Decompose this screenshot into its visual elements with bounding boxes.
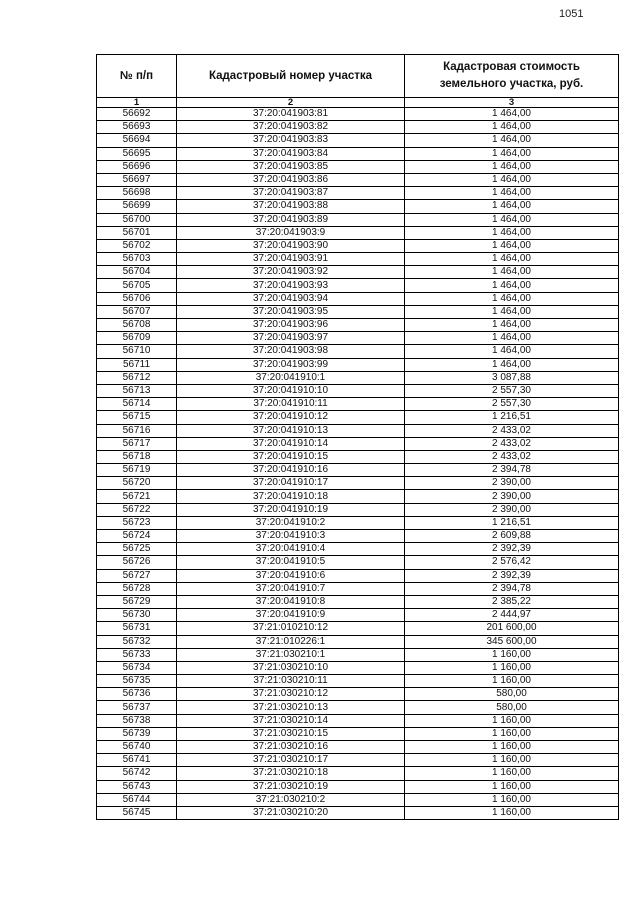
row-cadastral-number: 37:20:041903:9 (177, 226, 405, 239)
row-cadastral-number: 37:21:030210:20 (177, 806, 405, 819)
row-cadastral-number: 37:20:041903:98 (177, 345, 405, 358)
row-item-number: 56703 (97, 253, 177, 266)
table-row (97, 688, 619, 701)
table-row (97, 543, 619, 556)
row-cadastral-number: 37:20:041903:83 (177, 134, 405, 147)
row-cadastral-number: 37:21:030210:17 (177, 754, 405, 767)
row-cadastral-value: 1 464,00 (405, 305, 619, 318)
row-cadastral-value: 1 160,00 (405, 661, 619, 674)
row-cadastral-number: 37:20:041910:10 (177, 384, 405, 397)
row-item-number: 56711 (97, 358, 177, 371)
row-cadastral-number: 37:21:010210:12 (177, 622, 405, 635)
row-cadastral-number: 37:21:030210:19 (177, 780, 405, 793)
row-cadastral-number: 37:20:041910:4 (177, 543, 405, 556)
row-item-number: 56696 (97, 160, 177, 173)
row-cadastral-number: 37:20:041903:96 (177, 319, 405, 332)
table-row (97, 806, 619, 819)
row-cadastral-number: 37:20:041910:18 (177, 490, 405, 503)
row-cadastral-number: 37:21:030210:13 (177, 701, 405, 714)
row-cadastral-number: 37:20:041903:93 (177, 279, 405, 292)
table-body (97, 108, 619, 820)
row-item-number: 56707 (97, 305, 177, 318)
table-row (97, 108, 619, 121)
row-cadastral-number: 37:20:041910:3 (177, 530, 405, 543)
row-cadastral-value: 1 464,00 (405, 173, 619, 186)
row-item-number: 56706 (97, 292, 177, 305)
table-row (97, 424, 619, 437)
table-row (97, 173, 619, 186)
row-cadastral-number: 37:21:030210:2 (177, 793, 405, 806)
row-item-number: 56715 (97, 411, 177, 424)
row-item-number: 56741 (97, 754, 177, 767)
table-row (97, 741, 619, 754)
row-item-number: 56719 (97, 464, 177, 477)
row-item-number: 56737 (97, 701, 177, 714)
row-item-number: 56702 (97, 239, 177, 252)
row-item-number: 56743 (97, 780, 177, 793)
row-item-number: 56732 (97, 635, 177, 648)
row-cadastral-number: 37:20:041903:82 (177, 121, 405, 134)
table-row (97, 503, 619, 516)
row-cadastral-number: 37:21:030210:11 (177, 675, 405, 688)
row-item-number: 56695 (97, 147, 177, 160)
column-number-1: 1 (97, 98, 177, 108)
row-cadastral-number: 37:20:041910:2 (177, 516, 405, 529)
row-item-number: 56700 (97, 213, 177, 226)
table-row (97, 675, 619, 688)
row-cadastral-number: 37:21:030210:18 (177, 767, 405, 780)
row-item-number: 56697 (97, 173, 177, 186)
table-row (97, 279, 619, 292)
row-cadastral-value: 1 464,00 (405, 213, 619, 226)
row-cadastral-value: 1 216,51 (405, 411, 619, 424)
row-item-number: 56704 (97, 266, 177, 279)
row-cadastral-number: 37:21:030210:1 (177, 648, 405, 661)
row-item-number: 56730 (97, 609, 177, 622)
row-cadastral-number: 37:20:041903:90 (177, 239, 405, 252)
row-item-number: 56721 (97, 490, 177, 503)
table-row (97, 187, 619, 200)
row-cadastral-value: 2 576,42 (405, 556, 619, 569)
column-number-2: 2 (177, 98, 405, 108)
table-row (97, 661, 619, 674)
row-cadastral-value: 1 464,00 (405, 332, 619, 345)
table-row (97, 332, 619, 345)
table-row (97, 635, 619, 648)
row-cadastral-value: 1 464,00 (405, 160, 619, 173)
table-row (97, 160, 619, 173)
row-cadastral-value: 1 464,00 (405, 147, 619, 160)
row-cadastral-value: 2 433,02 (405, 437, 619, 450)
row-cadastral-value: 580,00 (405, 688, 619, 701)
table-row (97, 648, 619, 661)
table-row (97, 384, 619, 397)
row-cadastral-number: 37:20:041910:14 (177, 437, 405, 450)
row-item-number: 56694 (97, 134, 177, 147)
row-cadastral-value: 1 464,00 (405, 226, 619, 239)
row-item-number: 56709 (97, 332, 177, 345)
row-cadastral-value: 1 464,00 (405, 134, 619, 147)
table-row (97, 226, 619, 239)
table-row (97, 595, 619, 608)
row-item-number: 56733 (97, 648, 177, 661)
table-row (97, 477, 619, 490)
row-cadastral-number: 37:21:030210:14 (177, 714, 405, 727)
row-cadastral-value: 580,00 (405, 701, 619, 714)
row-cadastral-value: 1 464,00 (405, 358, 619, 371)
table-row (97, 213, 619, 226)
row-item-number: 56705 (97, 279, 177, 292)
row-cadastral-value: 2 444,97 (405, 609, 619, 622)
row-cadastral-number: 37:21:030210:15 (177, 727, 405, 740)
row-item-number: 56701 (97, 226, 177, 239)
column-number-3: 3 (405, 98, 619, 108)
row-item-number: 56738 (97, 714, 177, 727)
row-cadastral-number: 37:20:041903:85 (177, 160, 405, 173)
row-cadastral-value: 1 464,00 (405, 187, 619, 200)
row-item-number: 56692 (97, 108, 177, 121)
row-item-number: 56744 (97, 793, 177, 806)
table-row (97, 253, 619, 266)
row-cadastral-number: 37:20:041903:92 (177, 266, 405, 279)
row-item-number: 56736 (97, 688, 177, 701)
row-cadastral-number: 37:21:030210:12 (177, 688, 405, 701)
row-cadastral-number: 37:20:041903:91 (177, 253, 405, 266)
row-item-number: 56726 (97, 556, 177, 569)
table-row (97, 530, 619, 543)
row-item-number: 56714 (97, 398, 177, 411)
row-cadastral-number: 37:20:041910:6 (177, 569, 405, 582)
row-item-number: 56722 (97, 503, 177, 516)
table-row (97, 622, 619, 635)
row-cadastral-value: 2 433,02 (405, 424, 619, 437)
table-row (97, 266, 619, 279)
table-row (97, 701, 619, 714)
table-row (97, 319, 619, 332)
row-item-number: 56727 (97, 569, 177, 582)
table-row (97, 134, 619, 147)
row-item-number: 56731 (97, 622, 177, 635)
row-cadastral-value: 1 464,00 (405, 292, 619, 305)
row-item-number: 56720 (97, 477, 177, 490)
table-row (97, 371, 619, 384)
row-cadastral-value: 1 160,00 (405, 767, 619, 780)
row-item-number: 56735 (97, 675, 177, 688)
row-cadastral-value: 1 160,00 (405, 675, 619, 688)
row-cadastral-value: 2 557,30 (405, 384, 619, 397)
row-cadastral-number: 37:21:030210:16 (177, 741, 405, 754)
table-row (97, 200, 619, 213)
table-row (97, 767, 619, 780)
row-cadastral-number: 37:20:041903:89 (177, 213, 405, 226)
row-cadastral-number: 37:20:041903:86 (177, 173, 405, 186)
row-cadastral-number: 37:20:041903:97 (177, 332, 405, 345)
row-cadastral-value: 201 600,00 (405, 622, 619, 635)
header-item-number: № п/п (97, 55, 177, 98)
table-row (97, 239, 619, 252)
row-cadastral-number: 37:20:041910:19 (177, 503, 405, 516)
row-cadastral-value: 1 216,51 (405, 516, 619, 529)
row-cadastral-value: 1 160,00 (405, 648, 619, 661)
row-item-number: 56742 (97, 767, 177, 780)
row-cadastral-number: 37:20:041910:7 (177, 582, 405, 595)
row-cadastral-value: 2 390,00 (405, 490, 619, 503)
table-row (97, 398, 619, 411)
table-row (97, 780, 619, 793)
row-item-number: 56725 (97, 543, 177, 556)
row-cadastral-value: 1 464,00 (405, 253, 619, 266)
table-row (97, 569, 619, 582)
table-row (97, 358, 619, 371)
table-row (97, 490, 619, 503)
row-cadastral-value: 1 160,00 (405, 780, 619, 793)
row-item-number: 56699 (97, 200, 177, 213)
row-cadastral-value: 2 392,39 (405, 543, 619, 556)
row-cadastral-number: 37:20:041903:99 (177, 358, 405, 371)
header-cadastral-value: Кадастровая стоимость земельного участка, руб. (405, 55, 619, 98)
row-cadastral-number: 37:20:041903:94 (177, 292, 405, 305)
table-row (97, 754, 619, 767)
row-cadastral-number: 37:20:041903:87 (177, 187, 405, 200)
row-item-number: 56716 (97, 424, 177, 437)
row-item-number: 56739 (97, 727, 177, 740)
row-cadastral-number: 37:20:041910:5 (177, 556, 405, 569)
row-item-number: 56740 (97, 741, 177, 754)
table-header (97, 55, 619, 108)
header-cadastral-number: Кадастровый номер участка (177, 55, 405, 98)
row-cadastral-number: 37:21:010226:1 (177, 635, 405, 648)
row-cadastral-value: 1 160,00 (405, 741, 619, 754)
row-cadastral-value: 1 464,00 (405, 319, 619, 332)
row-item-number: 56729 (97, 595, 177, 608)
row-cadastral-value: 1 160,00 (405, 714, 619, 727)
row-item-number: 56708 (97, 319, 177, 332)
row-item-number: 56698 (97, 187, 177, 200)
row-cadastral-value: 1 464,00 (405, 279, 619, 292)
row-cadastral-number: 37:20:041910:11 (177, 398, 405, 411)
row-item-number: 56734 (97, 661, 177, 674)
table-row (97, 727, 619, 740)
page-number: 1051 (559, 8, 584, 20)
row-cadastral-value: 1 160,00 (405, 754, 619, 767)
row-cadastral-number: 37:21:030210:10 (177, 661, 405, 674)
row-cadastral-value: 2 392,39 (405, 569, 619, 582)
row-cadastral-value: 2 557,30 (405, 398, 619, 411)
row-cadastral-value: 1 464,00 (405, 121, 619, 134)
row-cadastral-value: 345 600,00 (405, 635, 619, 648)
header-row (97, 55, 619, 98)
row-cadastral-value: 2 390,00 (405, 503, 619, 516)
row-item-number: 56693 (97, 121, 177, 134)
table-row (97, 516, 619, 529)
row-item-number: 56713 (97, 384, 177, 397)
table-row (97, 121, 619, 134)
row-cadastral-value: 2 385,22 (405, 595, 619, 608)
table-row (97, 147, 619, 160)
table-row (97, 714, 619, 727)
row-cadastral-number: 37:20:041903:95 (177, 305, 405, 318)
table-row (97, 437, 619, 450)
row-item-number: 56745 (97, 806, 177, 819)
row-cadastral-number: 37:20:041903:88 (177, 200, 405, 213)
row-cadastral-value: 1 160,00 (405, 727, 619, 740)
row-item-number: 56718 (97, 450, 177, 463)
row-cadastral-value: 2 394,78 (405, 464, 619, 477)
row-cadastral-number: 37:20:041910:9 (177, 609, 405, 622)
row-cadastral-number: 37:20:041910:12 (177, 411, 405, 424)
row-cadastral-number: 37:20:041903:81 (177, 108, 405, 121)
cadastral-value-table (96, 54, 619, 820)
row-cadastral-value: 2 390,00 (405, 477, 619, 490)
row-cadastral-number: 37:20:041910:8 (177, 595, 405, 608)
row-item-number: 56717 (97, 437, 177, 450)
row-item-number: 56724 (97, 530, 177, 543)
table-row (97, 305, 619, 318)
row-cadastral-value: 1 464,00 (405, 108, 619, 121)
row-cadastral-value: 1 160,00 (405, 793, 619, 806)
table-row (97, 582, 619, 595)
row-cadastral-value: 1 160,00 (405, 806, 619, 819)
row-cadastral-value: 2 609,88 (405, 530, 619, 543)
row-cadastral-value: 1 464,00 (405, 345, 619, 358)
row-item-number: 56712 (97, 371, 177, 384)
table-row (97, 345, 619, 358)
row-cadastral-value: 3 087,88 (405, 371, 619, 384)
row-cadastral-number: 37:20:041910:13 (177, 424, 405, 437)
row-item-number: 56728 (97, 582, 177, 595)
row-cadastral-value: 1 464,00 (405, 239, 619, 252)
table-row (97, 609, 619, 622)
row-cadastral-value: 2 433,02 (405, 450, 619, 463)
row-cadastral-value: 2 394,78 (405, 582, 619, 595)
row-cadastral-number: 37:20:041903:84 (177, 147, 405, 160)
table-row (97, 793, 619, 806)
row-item-number: 56723 (97, 516, 177, 529)
row-cadastral-number: 37:20:041910:17 (177, 477, 405, 490)
table-row (97, 292, 619, 305)
row-cadastral-value: 1 464,00 (405, 200, 619, 213)
row-item-number: 56710 (97, 345, 177, 358)
table-row (97, 411, 619, 424)
row-cadastral-number: 37:20:041910:1 (177, 371, 405, 384)
column-number-row (97, 98, 619, 108)
row-cadastral-number: 37:20:041910:16 (177, 464, 405, 477)
table-row (97, 464, 619, 477)
row-cadastral-number: 37:20:041910:15 (177, 450, 405, 463)
table-row (97, 450, 619, 463)
row-cadastral-value: 1 464,00 (405, 266, 619, 279)
table-row (97, 556, 619, 569)
